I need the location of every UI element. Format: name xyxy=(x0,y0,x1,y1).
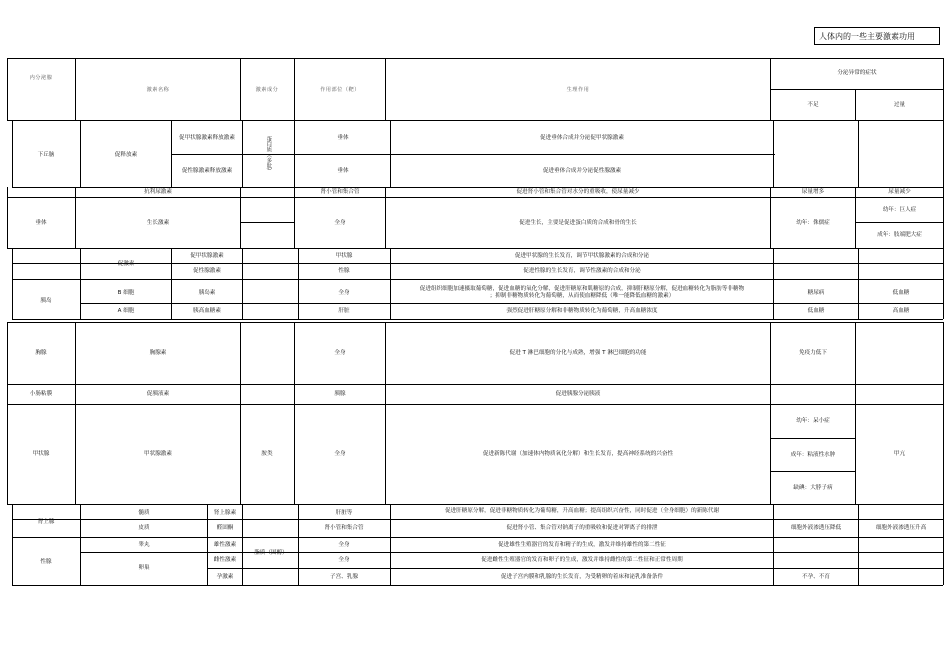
grid-line xyxy=(943,248,944,319)
hormone-tsh: 促甲状腺激素 xyxy=(190,252,224,259)
target-progesterone: 子宫、乳腺 xyxy=(330,573,358,580)
grid-line xyxy=(943,120,944,187)
hormone-epinephrine: 肾上腺素 xyxy=(213,509,237,516)
grid-line xyxy=(12,279,943,280)
header-abnormal: 分泌异常的症状 xyxy=(837,69,877,76)
function-gnrh: 促进垂体合成并分泌促性腺激素 xyxy=(542,167,622,174)
gland-gonad: 性腺 xyxy=(40,558,52,565)
function-thyroxine: 促进新陈代谢（加速体内物质氧化分解）和生长发育，提高神经系统的兴奋性 xyxy=(482,451,674,457)
target-adh: 肾小管和集合管 xyxy=(320,188,360,195)
grid-line xyxy=(858,120,859,187)
deficit-thyroid-child: 幼年：呆小症 xyxy=(796,418,830,424)
hormone-thyroxine: 甲状腺激素 xyxy=(144,451,172,457)
header-name: 激素名称 xyxy=(146,86,170,93)
grid-line xyxy=(294,120,295,187)
hormone-insulin: 胰岛素 xyxy=(198,289,216,296)
hormone-progesterone: 孕激素 xyxy=(216,573,234,580)
excess-gh-adult: 成年：肢端肥大症 xyxy=(877,231,922,238)
deficit-progesterone: 不孕、不育 xyxy=(802,573,830,580)
function-adh: 促进肾小管和集合管对水分的重吸收，使尿量减少 xyxy=(516,188,640,195)
function-thymosin: 促进 T 淋巴细胞的分化与成熟，增强 T 淋巴细胞的功能 xyxy=(509,349,647,356)
grid-line xyxy=(943,187,944,248)
gonad-testis: 睾丸 xyxy=(138,541,150,548)
component-steroid: 脂质（固醇） xyxy=(254,549,288,556)
hormone-gh: 生长激素 xyxy=(146,219,170,226)
target-trh: 垂体 xyxy=(337,134,349,141)
excess-thyroid: 甲亢 xyxy=(893,451,906,457)
deficit-insulin: 糖尿病 xyxy=(807,289,825,296)
gland-thymus: 胸腺 xyxy=(35,349,47,356)
component-amine: 胺类 xyxy=(261,451,273,457)
function-gh: 促进生长，主要是促进蛋白质的合成和骨的生长 xyxy=(519,219,637,226)
cell-a: A 细胞 xyxy=(117,307,135,314)
hormone-adh: 抗利尿激素 xyxy=(144,188,172,195)
component-peptide: 蛋白质（多肽） xyxy=(265,136,272,174)
excess-adh: 尿量减少 xyxy=(888,188,911,195)
function-insulin-line2: ；抑制非糖物质转化为葡萄糖，从而使血糖降低（唯一能降低血糖的激素） xyxy=(489,293,675,299)
hormone-gnrh: 促性腺激素释放激素 xyxy=(181,167,233,174)
hormone-aldosterone: 醛固酮 xyxy=(216,525,234,531)
excess-insulin: 低血糖 xyxy=(892,289,910,296)
target-gnrh: 垂体 xyxy=(337,167,349,174)
target-glucagon: 肝脏 xyxy=(338,307,350,314)
gland-hypothalamus: 下丘脑 xyxy=(37,151,55,158)
target-gh: 全身 xyxy=(334,219,346,226)
grid-line xyxy=(12,537,943,538)
gland-adrenal: 肾上腺 xyxy=(37,518,55,525)
hormone-group-releasing: 促释放素 xyxy=(114,151,138,158)
function-androgen: 促进雄性生殖器官的发育和精子的生成，激发并维持雄性的第二性征 xyxy=(498,541,666,548)
deficit-gh: 幼年：侏儒症 xyxy=(796,219,830,226)
hormone-thymosin: 胸腺素 xyxy=(149,349,167,356)
function-aldosterone: 促进肾小管、集合管对钠离子的重吸收和促进对钾离子的排泄 xyxy=(506,525,658,531)
header-excess: 过量 xyxy=(893,101,906,108)
grid-line xyxy=(858,504,859,585)
hormone-androgen: 雄性激素 xyxy=(213,541,237,548)
target-epinephrine: 肝脏等 xyxy=(335,509,353,516)
gland-pancreas: 胰岛 xyxy=(40,297,52,304)
hormone-estrogen: 雌性激素 xyxy=(213,556,237,563)
function-tsh: 促进甲状腺的生长发育，调节甲状腺激素的合成和分泌 xyxy=(514,252,650,259)
excess-glucagon: 高血糖 xyxy=(892,307,910,314)
grid-line xyxy=(242,248,243,319)
adrenal-medulla: 髓质 xyxy=(138,509,150,516)
deficit-thymosin: 免疫力低下 xyxy=(799,349,827,356)
function-secretin: 促进胰腺分泌胰液 xyxy=(555,391,601,397)
grid-line xyxy=(240,187,241,248)
header-gland: 内分泌腺 xyxy=(29,74,53,81)
target-androgen: 全身 xyxy=(338,541,350,548)
header-function: 生理作用 xyxy=(566,86,590,93)
function-epinephrine: 促进肝糖原分解，促进非糖物质转化为葡萄糖，升高血糖；提高组织兴奋性，同时促进（全身细胞）的新陈代谢 xyxy=(444,507,720,514)
grid-line xyxy=(12,319,943,320)
target-insulin: 全身 xyxy=(338,289,350,296)
grid-line xyxy=(943,322,944,504)
target-secretin: 胰腺 xyxy=(334,391,346,397)
function-insulin-line1: 促进组织细胞加速摄取葡萄糖，促进血糖的氧化分解，促进肝糖原和肌糖原的合成，抑制肝糖原分解，促进血糖转化为脂肪等非糖物 xyxy=(419,286,745,293)
excess-gh-child: 幼年：巨人症 xyxy=(882,206,917,213)
grid-line xyxy=(943,504,944,585)
hormone-trh: 促甲状腺激素释放激素 xyxy=(179,134,235,141)
target-thyroxine: 全身 xyxy=(334,451,346,457)
grid-line xyxy=(943,58,944,120)
excess-aldosterone: 细胞外液渗透压升高 xyxy=(875,525,927,531)
gland-pituitary: 垂体 xyxy=(35,219,47,226)
target-aldosterone: 肾小管和集合管 xyxy=(324,525,364,531)
grid-line xyxy=(240,222,294,223)
target-thymosin: 全身 xyxy=(334,349,346,356)
cell-b: B 细胞 xyxy=(117,289,135,296)
hormone-glucagon: 胰高血糖素 xyxy=(193,307,221,314)
grid-line xyxy=(12,120,774,121)
target-estrogen: 全身 xyxy=(338,556,350,563)
function-estrogen: 促进雌性生殖器官的发育和卵子的生成，激发并维持雌性的第二性征和正常性周期 xyxy=(481,556,683,563)
target-gth: 性腺 xyxy=(338,267,350,274)
function-insulin xyxy=(391,281,773,305)
hormone-gth: 促性腺激素 xyxy=(193,267,221,274)
function-glucagon: 强烈促进肝糖原分解和非糖物质转化为葡萄糖，升高血糖浓度 xyxy=(506,307,658,314)
deficit-aldosterone: 细胞外液渗透压降低 xyxy=(790,525,842,531)
deficit-glucagon: 低血糖 xyxy=(807,307,825,314)
gland-thyroid: 甲状腺 xyxy=(32,451,50,457)
deficit-adh: 尿量增多 xyxy=(801,188,825,195)
deficit-thyroid-iodine: 缺碘：大脖子病 xyxy=(793,484,833,491)
function-progesterone: 促进子宫内膜和乳腺的生长发育，为受精卵的着床和泌乳准备条件 xyxy=(500,573,664,580)
function-gth: 促进性腺的生长发育，调节性激素的合成和分泌 xyxy=(523,267,641,274)
grid-line xyxy=(773,120,774,187)
deficit-thyroid-adult: 成年：粘液性水肿 xyxy=(790,451,836,458)
grid-line xyxy=(242,120,243,187)
grid-line xyxy=(771,120,943,121)
grid-line xyxy=(242,504,243,585)
hormone-secretin: 促胰液素 xyxy=(146,391,170,397)
function-trh: 促进垂体合成并分泌促甲状腺激素 xyxy=(540,134,624,141)
target-tsh: 甲状腺 xyxy=(335,252,353,259)
header-component: 激素成分 xyxy=(255,86,279,93)
header-deficit: 不足 xyxy=(807,101,819,108)
hormone-group-tropic: 促激素 xyxy=(117,260,135,267)
gonad-ovary: 卵巢 xyxy=(138,565,150,571)
header-target: 作用部位（靶） xyxy=(320,86,360,93)
page-title: 人体内的一些主要激素功用 xyxy=(814,27,940,45)
grid-line xyxy=(12,585,943,586)
gland-duodenum: 小肠粘膜 xyxy=(29,391,53,397)
adrenal-cortex: 皮质 xyxy=(138,525,150,531)
